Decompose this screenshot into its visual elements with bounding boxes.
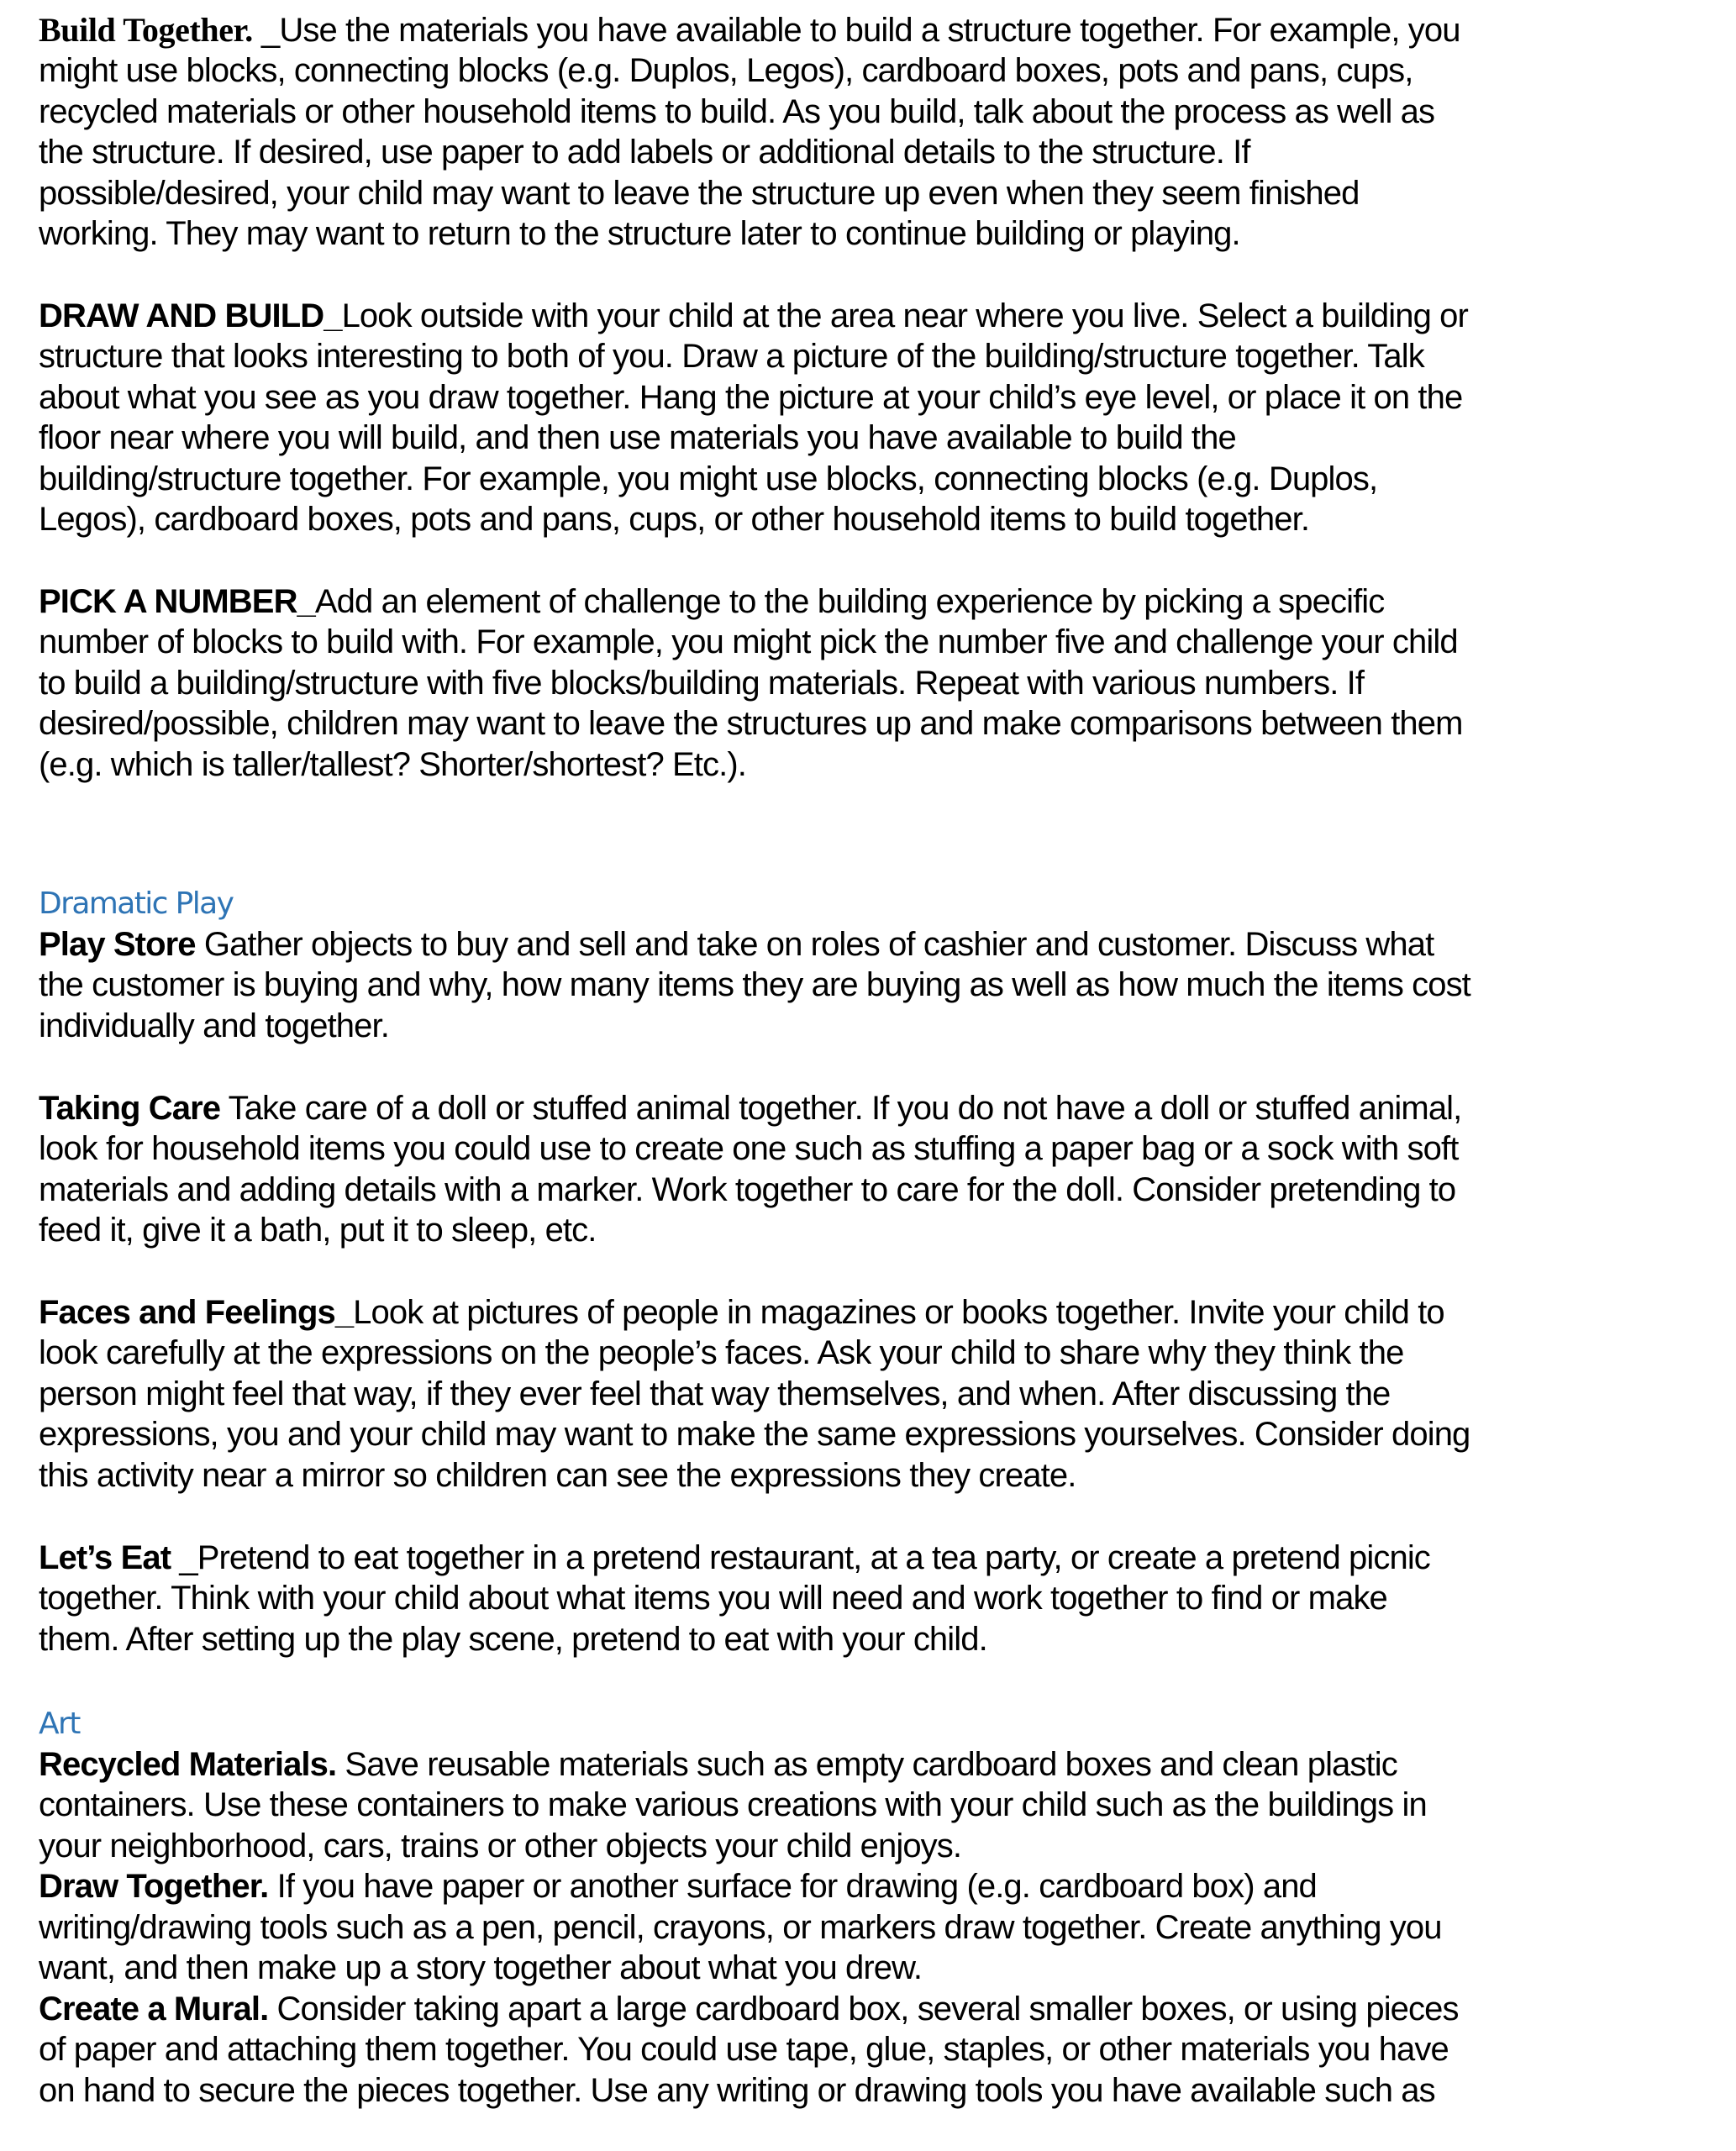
paragraph-title: PICK A NUMBER_ [39,583,315,620]
paragraph-draw-together-line: Draw Together. If you have paper or another surface for drawing (e.g. cardboard box) and [39,1868,1317,1905]
paragraph-line: look carefully at the expressions on the people’s faces. Ask your child to share why they think the [39,1334,1404,1371]
paragraph-line: to build a building/structure with five blocks/building materials. Repeat with various numbers. If [39,665,1365,702]
paragraph-title: Build Together. [39,11,253,49]
paragraph-line: working. They may want to return to the structure later to continue building or playing. [39,215,1240,252]
paragraph-line: feed it, give it a bath, put it to sleep, etc. [39,1212,597,1249]
paragraph-line: Legos), cardboard boxes, pots and pans, cups, or other household items to build together. [39,501,1310,538]
paragraph-build-together-line: Build Together. _Use the materials you have available to build a structure together. For example, you [39,11,1460,49]
paragraph-line: writing/drawing tools such as a pen, pencil, crayons, or markers draw together. Create anything you [39,1909,1442,1946]
paragraph-title: DRAW AND BUILD_ [39,297,342,334]
paragraph-title: Faces and Feelings_ [39,1294,354,1331]
paragraph-line: (e.g. which is taller/tallest? Shorter/shortest? Etc.). [39,746,746,783]
paragraph-lets-eat-line: Let’s Eat _Pretend to eat together in a pretend restaurant, at a tea party, or create a pretend picnic [39,1539,1430,1576]
paragraph-line: person might feel that way, if they ever feel that way themselves, and when. After discussing the [39,1375,1391,1412]
paragraph-play-store-line: Play Store Gather objects to buy and sell and take on roles of cashier and customer. Discuss what [39,926,1434,963]
paragraph-title: Let’s Eat [39,1539,180,1576]
paragraph-faces-and-feelings-line: Faces and Feelings_Look at pictures of people in magazines or books together. Invite your child to [39,1294,1444,1331]
paragraph-line: them. After setting up the play scene, pretend to eat with your child. [39,1621,987,1658]
paragraph-line: your neighborhood, cars, trains or other objects your child enjoys. [39,1828,962,1864]
paragraph-line: building/structure together. For example, you might use blocks, connecting blocks (e.g. Duplos, [39,460,1378,497]
paragraph-title: Draw Together. [39,1868,269,1905]
paragraph-line: desired/possible, children may want to leave the structures up and make comparisons between them [39,705,1463,742]
paragraph-line: structure that looks interesting to both of you. Draw a picture of the building/structure together. Talk [39,338,1424,375]
section-heading-dramatic-play: Dramatic Play [39,886,234,921]
paragraph-title: Taking Care [39,1090,221,1127]
paragraph-line: possible/desired, your child may want to leave the structure up even when they seem finished [39,175,1360,212]
paragraph-line: the structure. If desired, use paper to add labels or additional details to the structure. If [39,134,1250,171]
paragraph-taking-care-line: Taking Care Take care of a doll or stuffed animal together. If you do not have a doll or stuffed animal, [39,1090,1462,1127]
paragraph-line: expressions, you and your child may want to make the same expressions yourselves. Consider doing [39,1416,1470,1453]
paragraph-line: on hand to secure the pieces together. Use any writing or drawing tools you have available such as [39,2072,1435,2109]
paragraph-line: recycled materials or other household items to build. As you build, talk about the process as well as [39,93,1435,130]
paragraph-line: of paper and attaching them together. You could use tape, glue, staples, or other materials you have [39,2031,1449,2068]
paragraph-line: individually and together. [39,1007,389,1044]
paragraph-line: look for household items you could use to create one such as stuffing a paper bag or a sock with soft [39,1130,1459,1167]
paragraph-title: Create a Mural. [39,1991,269,2027]
paragraph-create-a-mural-line: Create a Mural. Consider taking apart a large cardboard box, several smaller boxes, or using pieces [39,1991,1459,2027]
paragraph-recycled-materials-line: Recycled Materials. Save reusable materials such as empty cardboard boxes and clean plastic [39,1746,1397,1783]
section-heading-art: Art [39,1707,80,1741]
paragraph-draw-and-build-line: DRAW AND BUILD_Look outside with your child at the area near where you live. Select a building or [39,297,1468,334]
paragraph-line: containers. Use these containers to make various creations with your child such as the buildings in [39,1786,1427,1823]
paragraph-line: might use blocks, connecting blocks (e.g. Duplos, Legos), cardboard boxes, pots and pans, cups, [39,52,1413,89]
paragraph-line: number of blocks to build with. For example, you might pick the number five and challenge your child [39,623,1458,660]
paragraph-line: about what you see as you draw together. Hang the picture at your child’s eye level, or place it on the [39,379,1463,416]
paragraph-line: want, and then make up a story together about what you drew. [39,1949,923,1986]
paragraph-line: the customer is buying and why, how many items they are buying as well as how much the items cost [39,966,1470,1003]
paragraph-title: Recycled Materials. [39,1746,337,1783]
paragraph-line: floor near where you will build, and then use materials you have available to build the [39,419,1236,456]
paragraph-title: Play Store [39,926,196,963]
paragraph-pick-a-number-line: PICK A NUMBER_Add an element of challenge to the building experience by picking a specific [39,583,1385,620]
paragraph-line: together. Think with your child about what items you will need and work together to find or make [39,1580,1387,1617]
paragraph-line: materials and adding details with a marker. Work together to care for the doll. Consider pretending to [39,1171,1456,1208]
paragraph-line: this activity near a mirror so children can see the expressions they create. [39,1457,1076,1494]
